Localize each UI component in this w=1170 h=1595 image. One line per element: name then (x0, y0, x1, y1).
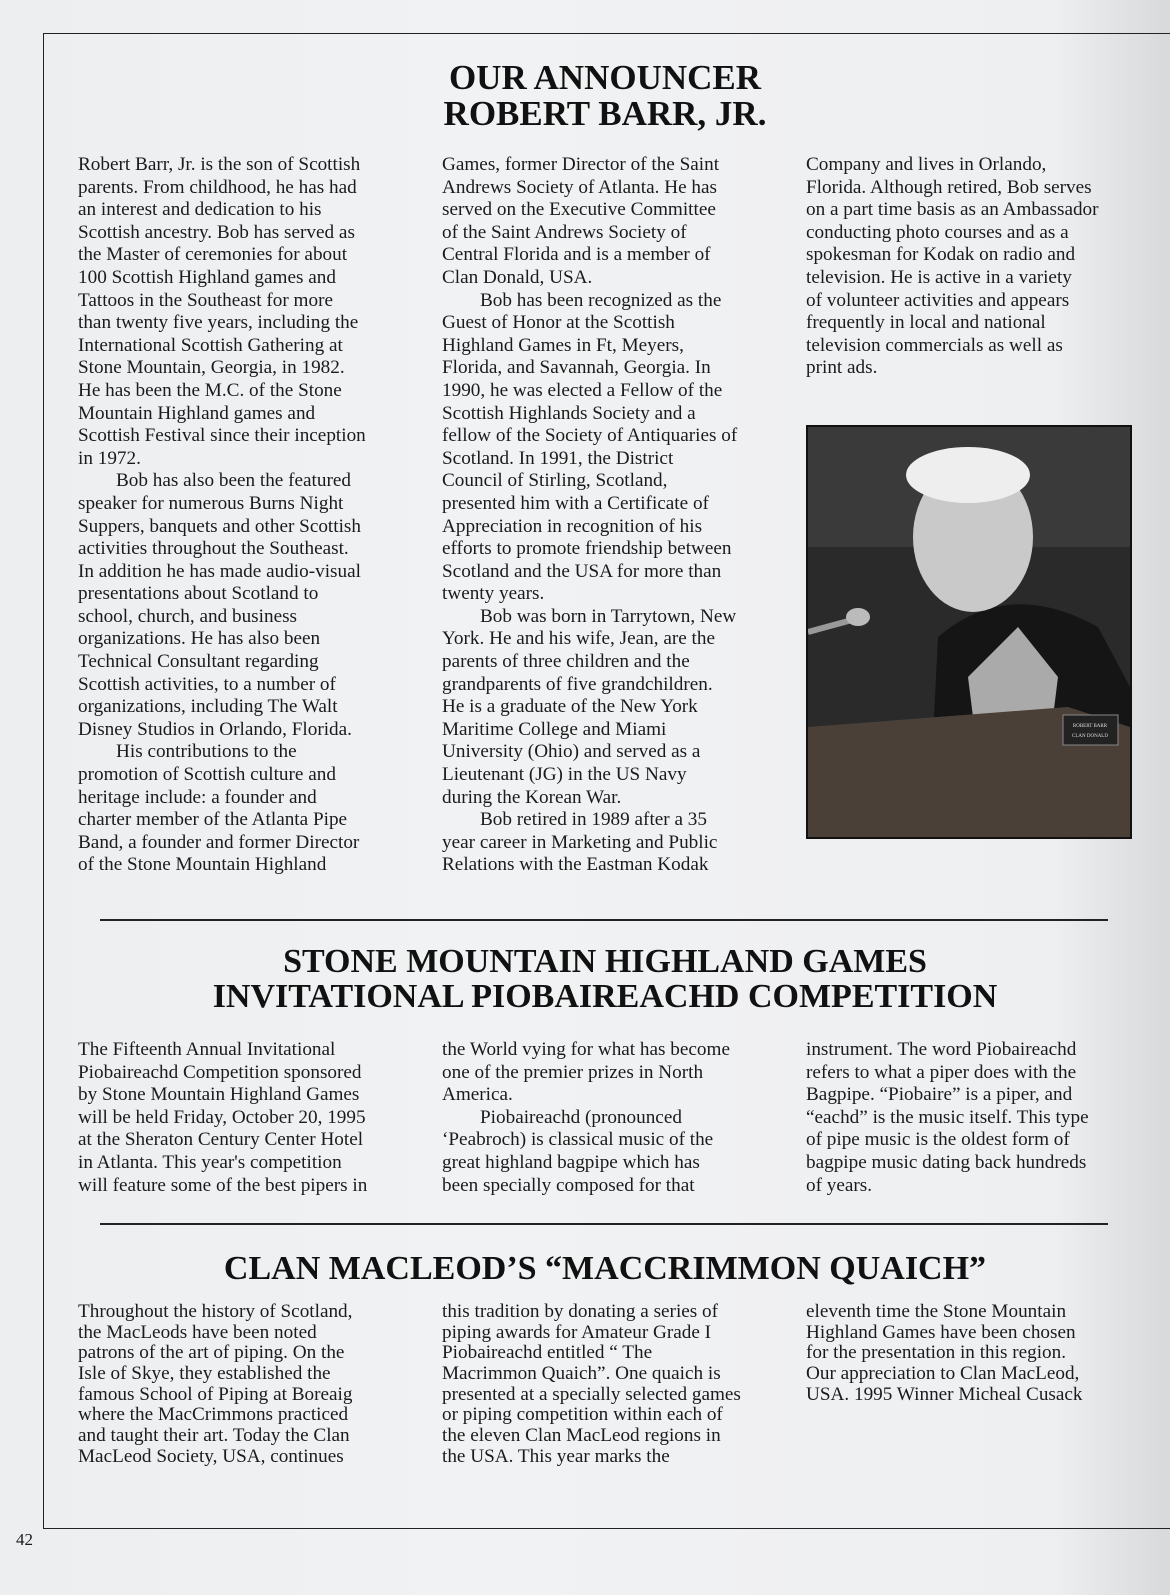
announcer-column-2 (442, 154, 737, 877)
text-line: University (Ohio) and served as a (442, 741, 701, 763)
text-line: efforts to promote friendship between (442, 538, 732, 560)
text-line: MacLeod Society, USA, continues (78, 1445, 344, 1467)
piobaireachd-column-3 (806, 1039, 1089, 1197)
text-line: year career in Marketing and Public (442, 831, 718, 853)
text-line: of the Stone Mountain Highland (78, 854, 327, 876)
text-line: parents of three children and the (442, 651, 690, 673)
text-line: Appreciation in recognition of his (442, 515, 703, 537)
text-line: Council of Stirling, Scotland, (442, 470, 668, 492)
section-divider (100, 919, 1108, 921)
text-line: Highland Games in Ft, Meyers, (442, 334, 684, 356)
text-line: Piobaireachd (pronounced (480, 1106, 682, 1128)
text-line: Tattoos in the Southeast for more (78, 289, 333, 311)
text-line: promotion of Scottish culture and (78, 764, 336, 786)
text-line: of pipe music is the oldest form of (806, 1129, 1070, 1151)
text-line: Relations with the Eastman Kodak (442, 854, 709, 876)
text-line: in Atlanta. This year's competition (78, 1151, 342, 1173)
quaich-column-2 (442, 1302, 741, 1468)
text-line: Scottish ancestry. Bob has served as (78, 221, 355, 243)
text-line: Florida. Although retired, Bob serves (806, 176, 1092, 198)
text-line: served on the Executive Committee (442, 199, 716, 221)
text-line: In addition he has made audio-visual (78, 560, 361, 582)
title-line: STONE MOUNTAIN HIGHLAND GAMES (283, 943, 927, 980)
text-line: organizations, including The Walt (78, 696, 338, 718)
text-line: the MacLeods have been noted (78, 1321, 317, 1343)
text-line: spokesman for Kodak on radio and (806, 244, 1076, 266)
text-line: the Master of ceremonies for about (78, 244, 348, 266)
text-line: television commercials as well as (806, 334, 1063, 356)
text-line: television. He is active in a variety (806, 266, 1072, 288)
text-line: Isle of Skye, they established the (78, 1363, 331, 1385)
text-line: Clan Donald, USA. (442, 266, 593, 288)
text-line: presented at a specially selected games (442, 1383, 741, 1405)
text-line: been specially composed for that (442, 1174, 695, 1196)
text-line: in 1972. (78, 447, 141, 469)
text-line: Bob has been recognized as the (480, 289, 722, 311)
portrait-illustration (808, 427, 1130, 837)
text-line: activities throughout the Southeast. (78, 538, 349, 560)
robert-barr-photo (806, 425, 1132, 839)
text-line: fellow of the Society of Antiquaries of (442, 425, 738, 447)
text-line: during the Korean War. (442, 786, 622, 808)
text-line: school, church, and business (78, 605, 298, 627)
text-line: ‘Peabroch) is classical music of the (442, 1129, 714, 1151)
announcer-column-1 (78, 154, 366, 877)
text-line: and taught their art. Today the Clan (78, 1425, 350, 1447)
text-line: Bob was born in Tarrytown, New (480, 605, 737, 627)
announcer-title (0, 60, 1170, 132)
text-line: Mountain Highland games and (78, 402, 316, 424)
text-line: on a part time basis as an Ambassador (806, 199, 1099, 221)
text-line: Maritime College and Miami (442, 718, 667, 740)
text-line: Macrimmon Quaich”. One quaich is (442, 1363, 721, 1385)
text-line: heritage include: a founder and (78, 786, 317, 808)
text-line: by Stone Mountain Highland Games (78, 1084, 360, 1106)
text-line: of the Saint Andrews Society of (442, 221, 687, 243)
text-line: presented him with a Certificate of (442, 492, 709, 514)
text-line: parents. From childhood, he has had (78, 176, 357, 198)
piobaireachd-column-1 (78, 1039, 367, 1197)
text-line: an interest and dedication to his (78, 199, 322, 221)
page-number: 42 (16, 1530, 33, 1549)
text-line: Scotland. In 1991, the District (442, 447, 674, 469)
text-line: piping awards for Amateur Grade I (442, 1321, 712, 1343)
text-line: America. (442, 1084, 513, 1106)
text-line: frequently in local and national (806, 312, 1046, 334)
text-line: instrument. The word Piobaireachd (806, 1039, 1077, 1060)
text-line: Disney Studios in Orlando, Florida. (78, 718, 352, 740)
text-line: Bob has also been the featured (116, 470, 351, 492)
text-line: Technical Consultant regarding (78, 651, 319, 673)
text-line: Company and lives in Orlando, (806, 154, 1047, 175)
text-line: 1990, he was elected a Fellow of the (442, 379, 723, 401)
text-line: the USA. This year marks the (442, 1445, 670, 1467)
text-line: Piobaireachd Competition sponsored (78, 1061, 362, 1083)
text-line: famous School of Piping at Boreaig (78, 1383, 353, 1405)
text-line: at the Sheraton Century Center Hotel (78, 1129, 364, 1151)
text-line: print ads. (806, 357, 878, 379)
text-line: He is a graduate of the New York (442, 696, 698, 718)
text-line: Piobaireachd entitled “ The (442, 1342, 653, 1364)
text-line: Scottish Festival since their inception (78, 425, 366, 447)
text-line: will feature some of the best pipers in (78, 1174, 368, 1196)
text-line: one of the premier prizes in North (442, 1061, 704, 1083)
text-line: USA. 1995 Winner Micheal Cusack (806, 1383, 1083, 1405)
title-line: ROBERT BARR, JR. (443, 94, 767, 133)
text-line: of years. (806, 1174, 873, 1196)
quaich-column-1 (78, 1302, 352, 1468)
title-line: OUR ANNOUNCER (448, 58, 762, 97)
badge-clan: CLAN DONALD (1072, 734, 1108, 739)
text-line: Andrews Society of Atlanta. He has (442, 176, 717, 198)
text-line: Florida, and Savannah, Georgia. In (442, 357, 711, 379)
text-line: grandparents of five grandchildren. (442, 673, 713, 695)
text-line: great highland bagpipe which has (442, 1151, 700, 1173)
text-line: of volunteer activities and appears (806, 289, 1070, 311)
text-line: Scottish activities, to a number of (78, 673, 336, 695)
text-line: He has been the M.C. of the Stone (78, 379, 342, 401)
text-line: Robert Barr, Jr. is the son of Scottish (78, 154, 361, 175)
text-line: Stone Mountain, Georgia, in 1982. (78, 357, 345, 379)
text-line: Scottish Highlands Society and a (442, 402, 696, 424)
text-line: twenty years. (442, 583, 545, 605)
text-line: for the presentation in this region. (806, 1342, 1067, 1364)
text-line: His contributions to the (116, 741, 297, 763)
piobaireachd-column-2 (442, 1039, 730, 1197)
text-line: Our appreciation to Clan MacLeod, (806, 1363, 1080, 1385)
text-line: Bob retired in 1989 after a 35 (480, 809, 707, 831)
text-line: Band, a founder and former Director (78, 831, 360, 853)
text-line: speaker for numerous Burns Night (78, 492, 344, 514)
text-line: International Scottish Gathering at (78, 334, 343, 356)
text-line: the eleven Clan MacLeod regions in (442, 1425, 721, 1447)
text-line: presentations about Scotland to (78, 583, 319, 605)
text-line: organizations. He has also been (78, 628, 321, 650)
text-line: bagpipe music dating back hundreds (806, 1151, 1087, 1173)
text-line: Highland Games have been chosen (806, 1321, 1076, 1343)
text-line: eleventh time the Stone Mountain (806, 1301, 1067, 1322)
quaich-column-3 (806, 1302, 1083, 1405)
text-line: Throughout the history of Scotland, (78, 1301, 353, 1322)
title-line: INVITATIONAL PIOBAIREACHD COMPETITION (212, 978, 998, 1015)
text-line: Suppers, banquets and other Scottish (78, 515, 361, 537)
text-line: Bagpipe. “Piobaire” is a piper, and (806, 1084, 1073, 1106)
text-line: will be held Friday, October 20, 1995 (78, 1106, 366, 1128)
text-line: 100 Scottish Highland games and (78, 266, 336, 288)
text-line: than twenty five years, including the (78, 312, 359, 334)
section-divider (100, 1223, 1108, 1225)
badge-name: ROBERT BARR (1072, 724, 1108, 729)
text-line: York. He and his wife, Jean, are the (442, 628, 715, 650)
text-line: Guest of Honor at the Scottish (442, 312, 675, 334)
text-line: refers to what a piper does with the (806, 1061, 1077, 1083)
text-line: charter member of the Atlanta Pipe (78, 809, 348, 831)
text-line: patrons of the art of piping. On the (78, 1342, 345, 1364)
text-line: Scotland and the USA for more than (442, 560, 722, 582)
announcer-column-3 (806, 154, 1099, 380)
text-line: Lieutenant (JG) in the US Navy (442, 764, 687, 786)
text-line: Central Florida and is a member of (442, 244, 711, 266)
text-line: conducting photo courses and as a (806, 221, 1069, 243)
text-line: where the MacCrimmons practiced (78, 1404, 349, 1426)
piobaireachd-title (0, 944, 1170, 1014)
text-line: Games, former Director of the Saint (442, 154, 720, 175)
text-line: this tradition by donating a series of (442, 1301, 719, 1322)
text-line: The Fifteenth Annual Invitational (78, 1039, 336, 1060)
title-line: CLAN MACLEOD’S “MACCRIMMON QUAICH” (223, 1250, 987, 1287)
text-line: the World vying for what has become (442, 1039, 730, 1060)
text-line: or piping competition within each of (442, 1404, 723, 1426)
quaich-title (0, 1251, 1170, 1287)
text-line: “eachd” is the music itself. This type (806, 1106, 1089, 1128)
